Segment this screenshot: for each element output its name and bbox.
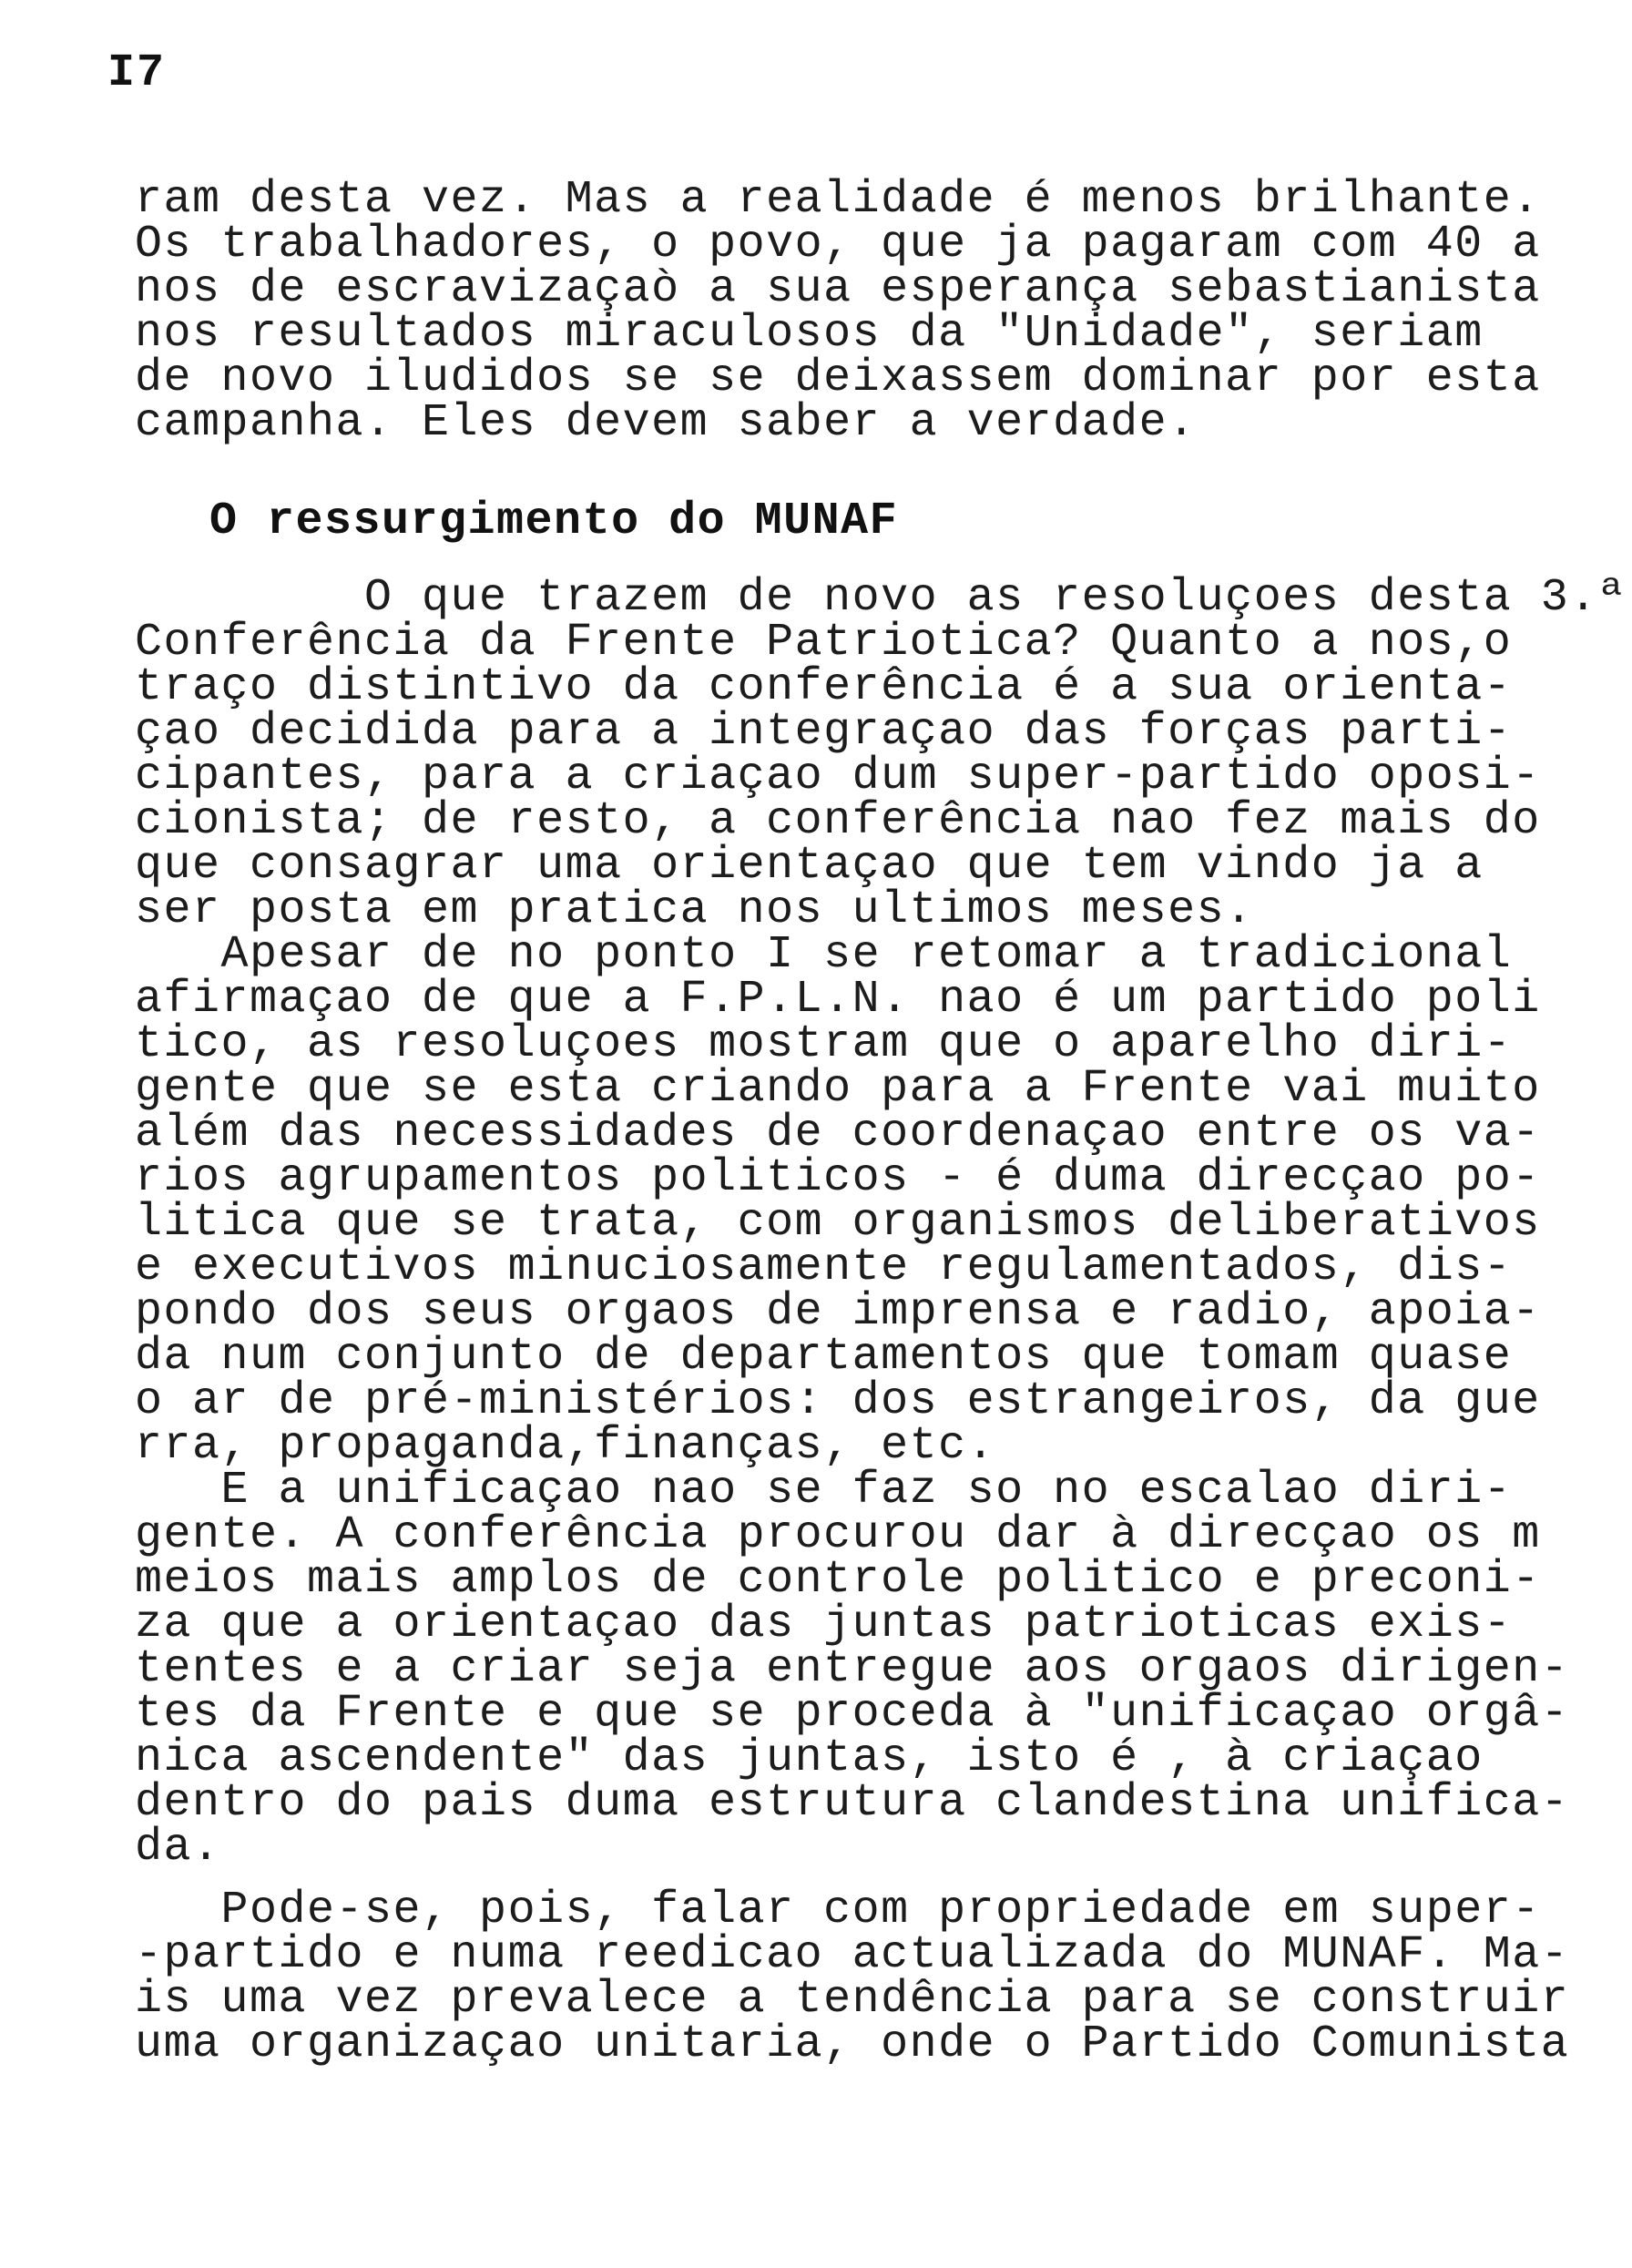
intro-line: ram desta vez. Mas a realidade é menos brilhante. — [135, 174, 1541, 226]
body-line: que consagrar uma orientaçao que tem vindo ja a — [135, 840, 1484, 892]
body-line: is uma vez prevalece a tendência para se construir — [135, 1974, 1570, 2026]
intro-line: nos de escravizaçaò a sua esperança sebastianista — [135, 263, 1541, 315]
intro-line: campanha. Eles devem saber a verdade. — [135, 397, 1197, 449]
body-line: e executivos minuciosamente regulamentados, dis- — [135, 1241, 1513, 1293]
body-line: traço distintivo da conferência é a sua orienta- — [135, 661, 1513, 713]
body-line: afirmaçao de que a F.P.L.N. nao é um partido poli — [135, 974, 1541, 1026]
body-line: rra, propaganda,finanças, etc. — [135, 1420, 996, 1472]
body-line: dentro do pais duma estrutura clandestina unifica- — [135, 1777, 1570, 1829]
body-line: tico, as resoluçoes mostram que o aparelho diri- — [135, 1018, 1513, 1070]
body-line: O que trazem de novo as resoluçoes desta 3.ª — [135, 572, 1627, 624]
body-line: da num conjunto de departamentos que tomam quase — [135, 1331, 1513, 1383]
body-line: além das necessidades de coordenaçao entre os va- — [135, 1108, 1541, 1160]
body-line: cionista; de resto, a conferência nao fez mais do — [135, 795, 1541, 847]
intro-line: nos resultados miraculosos da "Unidade", seriam — [135, 308, 1484, 360]
body-line: gente. A conferência procurou dar à direcçao os m — [135, 1509, 1541, 1561]
body-line: uma organizaçao unitaria, onde o Partido Comunista — [135, 2018, 1570, 2070]
body-line: Pode-se, pois, falar com propriedade em super- — [135, 1885, 1541, 1936]
body-line: o ar de pré-ministérios: dos estrangeiros, da gue — [135, 1375, 1541, 1427]
body-line: gente que se esta criando para a Frente vai muito — [135, 1063, 1541, 1115]
body-line: da. — [135, 1822, 221, 1874]
body-line: çao decidida para a integraçao das forças parti- — [135, 706, 1513, 758]
page-number: I7 — [107, 47, 167, 99]
body-line: rios agrupamentos politicos - é duma direcçao po- — [135, 1152, 1541, 1204]
intro-line: Os trabalhadores, o povo, que ja pagaram com 40 a — [135, 219, 1541, 271]
body-line: nica ascendente" das juntas, isto é , à criaçao — [135, 1732, 1484, 1784]
body-line: tentes e a criar seja entregue aos orgaos dirigen- — [135, 1643, 1570, 1695]
body-line: Apesar de no ponto I se retomar a tradicional — [135, 929, 1513, 981]
body-line: Conferência da Frente Patriotica? Quanto a nos,o — [135, 617, 1513, 669]
body-line: ser posta em pratica nos ultimos meses. — [135, 884, 1254, 936]
body-line: E a unificaçao nao se faz so no escalao diri- — [135, 1465, 1513, 1517]
body-line: meios mais amplos de controle politico e preconi- — [135, 1554, 1541, 1606]
body-line: litica que se trata, com organismos deliberativos — [135, 1197, 1541, 1249]
intro-line: de novo iludidos se se deixassem dominar por esta — [135, 352, 1541, 404]
body-line: -partido e numa reedicao actualizada do MUNAF. Ma- — [135, 1929, 1570, 1981]
body-line: za que a orientaçao das juntas patrioticas exis- — [135, 1599, 1513, 1650]
body-line: pondo dos seus orgaos de imprensa e radio, apoia- — [135, 1286, 1541, 1338]
section-heading: O ressurgimento do MUNAF — [209, 495, 899, 547]
body-line: tes da Frente e que se proceda à "unificaçao orgâ- — [135, 1688, 1570, 1740]
body-line: cipantes, para a criaçao dum super-partido oposi- — [135, 751, 1541, 802]
